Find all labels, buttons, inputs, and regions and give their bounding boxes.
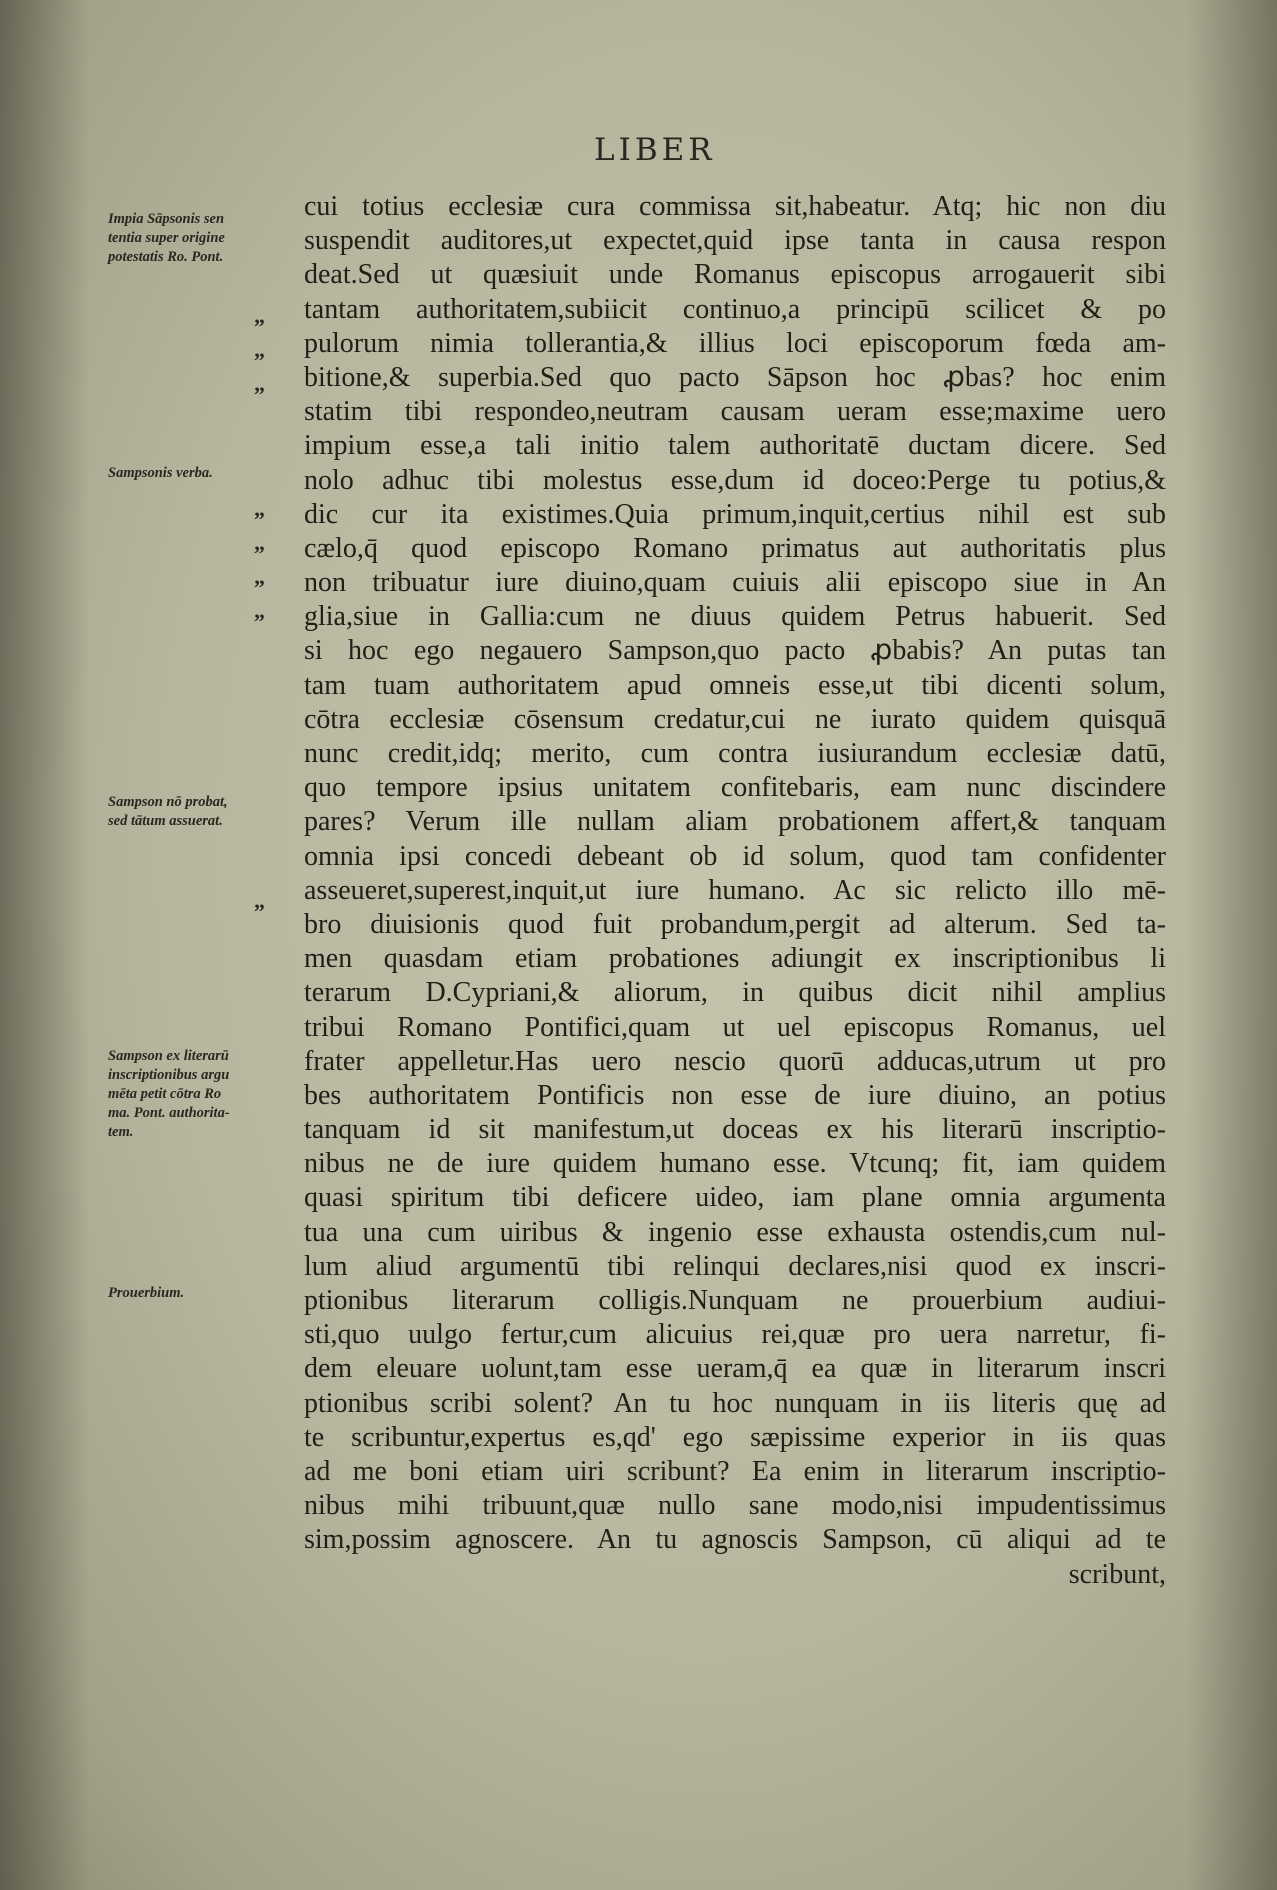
- text-line: suspendit auditores,ut expectet,quid ipse tanta in causa respon: [304, 225, 1166, 257]
- text-line: tribui Romano Pontifici,quam ut uel episcopus Romanus, uel: [304, 1011, 1166, 1043]
- main-text-block: [304, 190, 1166, 1592]
- text-line: te scribuntur,expertus es,qd' ego sæpissime experior in iis quas: [304, 1421, 1166, 1453]
- text-line: dem eleuare uolunt,tam esse ueram,q̄ ea quæ in literarum inscri: [304, 1353, 1166, 1385]
- text-line: cōtra ecclesiæ cōsensum credatur,cui ne iurato quidem quisquā: [304, 703, 1166, 735]
- text-line: bes authoritatem Pontificis non esse de iure diuino, an potius: [304, 1079, 1166, 1111]
- text-line: bro diuisionis quod fuit probandum,pergit ad alterum. Sed ta-: [304, 908, 1166, 940]
- page-edge-shadow-right: [1187, 0, 1277, 1890]
- text-line: impium esse,a tali initio talem authoritatē ductam dicere. Sed: [304, 430, 1166, 462]
- text-line: nibus ne de iure quidem humano esse. Vtcunq; fit, iam quidem: [304, 1148, 1166, 1180]
- margin-note: Sampsonis verba.: [108, 465, 213, 481]
- text-line: tam tuam authoritatem apud omneis esse,ut tibi dicenti solum,: [304, 669, 1166, 701]
- margin-note: Sampson ex literarū inscriptionibus argu mēta petit cōtra Ro ma. Pont. authorita- tem.: [108, 1048, 230, 1140]
- running-header: LIBER: [594, 132, 716, 168]
- text-line: sim,possim agnoscere. An tu agnoscis Sampson, cū aliqui ad te: [304, 1524, 1166, 1556]
- quote-mark: „: [254, 496, 265, 521]
- margin-note: Sampson nō probat, sed tātum assuerat.: [108, 794, 228, 829]
- catchword-line: scribunt,: [1068, 1558, 1166, 1590]
- quote-mark: „: [254, 337, 265, 362]
- text-line: nibus mihi tribuunt,quæ nullo sane modo,nisi impudentissimus: [304, 1490, 1166, 1522]
- margin-note: Impia Sāpsonis sen tentia super origine potestatis Ro. Pont.: [108, 211, 225, 265]
- quote-mark: „: [254, 303, 265, 328]
- text-line: cui totius ecclesiæ cura commissa sit,habeatur. Atq; hic non diu: [304, 191, 1166, 222]
- text-line: tantam authoritatem,subiicit continuo,a principū scilicet & po: [304, 293, 1166, 325]
- text-line: ptionibus literarum colligis.Nunquam ne prouerbium audiui-: [304, 1285, 1166, 1316]
- text-line: tua una cum uiribus & ingenio esse exhausta ostendis,cum nul-: [304, 1216, 1166, 1248]
- text-line: nolo adhuc tibi molestus esse,dum id doceo:Perge tu potius,&: [304, 464, 1166, 496]
- text-line: omnia ipsi concedi debeant ob id solum, quod tam confidenter: [304, 840, 1166, 872]
- text-line: pulorum nimia tollerantia,& illius loci episcoporum fœda am-: [304, 327, 1166, 359]
- text-line: deat.Sed ut quæsiuit unde Romanus episcopus arrogauerit sibi: [304, 259, 1166, 291]
- text-line: asseueret,superest,inquit,ut iure humano. Ac sic relicto illo mē-: [304, 874, 1166, 906]
- page-edge-shadow-left: [0, 0, 90, 1890]
- text-line: si hoc ego negauero Sampson,quo pacto ꝓbabis? An putas tan: [304, 635, 1166, 667]
- text-line: terarum D.Cypriani,& aliorum, in quibus dicit nihil amplius: [304, 977, 1166, 1009]
- quote-mark: „: [254, 598, 265, 623]
- text-line: frater appelletur.Has uero nescio quorū adducas,utrum ut pro: [304, 1045, 1166, 1077]
- text-line: sti,quo uulgo fertur,cum alicuius rei,quæ pro uera narretur, fi-: [304, 1319, 1166, 1351]
- text-line: lum aliud argumentū tibi relinqui declares,nisi quod ex inscri-: [304, 1250, 1166, 1282]
- quote-mark: „: [254, 371, 265, 396]
- text-line: nunc credit,idq; merito, cum contra iusiurandum ecclesiæ datū,: [304, 738, 1166, 769]
- text-line: men quasdam etiam probationes adiungit ex inscriptionibus li: [304, 943, 1166, 975]
- quote-mark: „: [254, 888, 265, 913]
- text-line: glia,siue in Gallia:cum ne diuus quidem Petrus habuerit. Sed: [304, 601, 1166, 633]
- quote-mark: „: [254, 564, 265, 589]
- text-line: ad me boni etiam uiri scribunt? Ea enim in literarum inscriptio-: [304, 1455, 1166, 1487]
- quote-mark: „: [254, 530, 265, 555]
- text-line: quasi spiritum tibi deficere uideo, iam plane omnia argumenta: [304, 1182, 1166, 1214]
- text-line: non tribuatur iure diuino,quam cuiuis alii episcopo siue in An: [304, 567, 1166, 599]
- text-line: statim tibi respondeo,neutram causam ueram esse;maxime uero: [304, 396, 1166, 428]
- text-line: pares? Verum ille nullam aliam probationem affert,& tanquam: [304, 806, 1166, 838]
- text-line: dic cur ita existimes.Quia primum,inquit,certius nihil est sub: [304, 498, 1166, 530]
- margin-note: Prouerbium.: [108, 1285, 185, 1301]
- text-line: ptionibus scribi solent? An tu hoc nunquam in iis literis quę ad: [304, 1387, 1166, 1419]
- text-line: tanquam id sit manifestum,ut doceas ex his literarū inscriptio-: [304, 1114, 1166, 1146]
- text-line: quo tempore ipsius unitatem confitebaris, eam nunc discindere: [304, 772, 1166, 804]
- text-line: cælo,q̄ quod episcopo Romano primatus aut authoritatis plus: [304, 532, 1166, 564]
- text-line: bitione,& superbia.Sed quo pacto Sāpson hoc ꝓbas? hoc enim: [304, 361, 1166, 393]
